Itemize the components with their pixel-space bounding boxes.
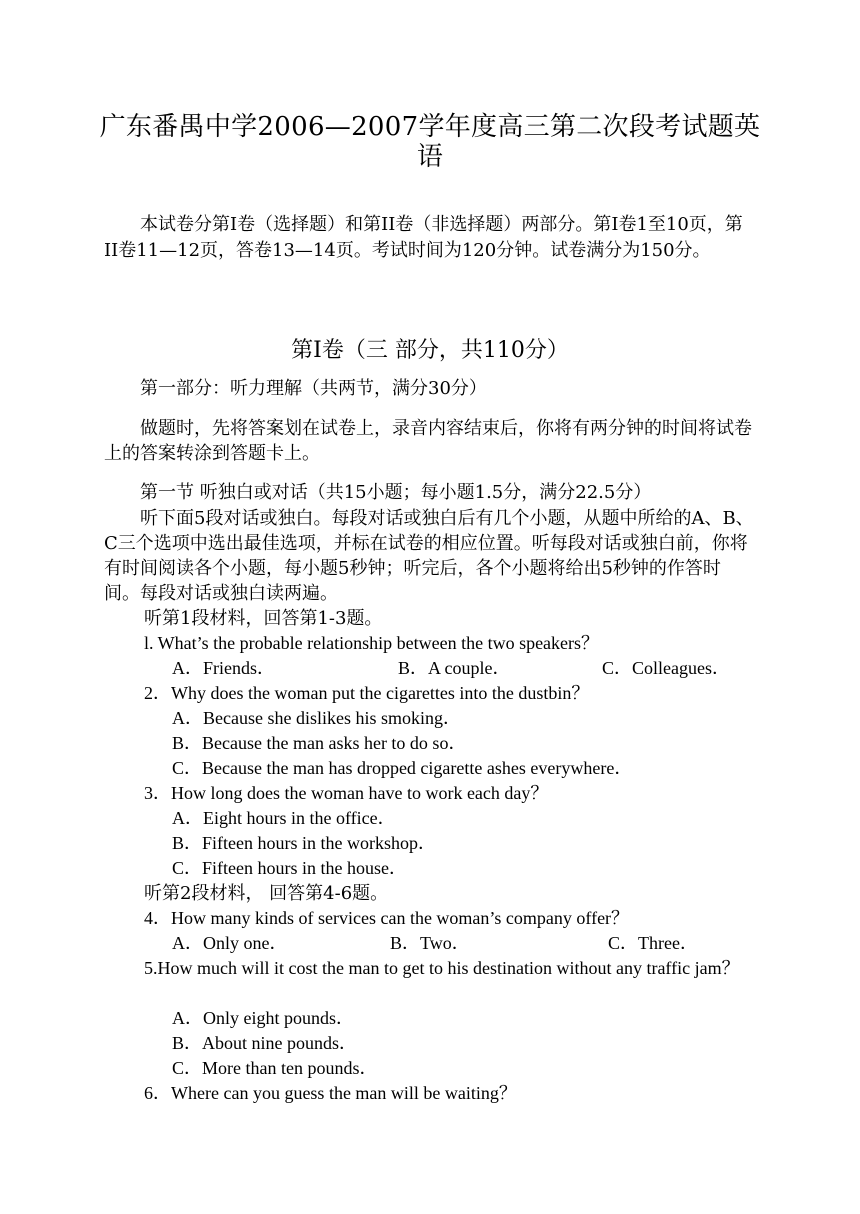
question-4: 4．How many kinds of services can the woman’s company offer？ (144, 908, 630, 928)
question-4-option-a: A．Only one． (172, 933, 288, 953)
question-3-option-b: B．Fifteen hours in the workshop． (172, 833, 436, 853)
question-2-option-b: B．Because the man asks her to do so． (172, 733, 467, 753)
question-5-option-a: A．Only eight pounds． (172, 1008, 354, 1028)
exam-intro: 本试卷分第I卷（选择题）和第II卷（非选择题）两部分。第I卷1至10页，第II卷11—12页，答卷13—14页。考试时间为120分钟。试卷满分为150分。 (104, 214, 743, 261)
question-1-option-c: C．Colleagues． (602, 658, 730, 678)
question-3-option-a: A．Eight hours in the office． (172, 808, 396, 828)
question-2-option-c: C．Because the man has dropped cigarette ashes everywhere． (172, 758, 633, 778)
question-5-option-c: C．More than ten pounds． (172, 1058, 378, 1078)
section1-instruction: 听下面5段对话或独白。每段对话或独白后有几个小题，从题中所给的A、B、C三个选项中选出最佳选项，并标在试卷的相应位置。听每段对话或独白前，你将有时间阅读各个小题，每小题5秒钟；听完后，各个小题将给出5秒钟的作答时间。每段对话或独白读两遍。 (104, 508, 754, 604)
question-6: 6．Where can you guess the man will be waiting？ (144, 1083, 517, 1103)
part1-heading: 第一部分：听力理解（共两节，满分30分） (140, 378, 487, 399)
material-1-label: 听第1段材料，回答第1-3题。 (144, 608, 383, 629)
question-5: 5.How much will it cost the man to get to his destination without any traffic jam？ (144, 958, 740, 978)
part1-instruction: 做题时，先将答案划在试卷上，录音内容结束后，你将有两分钟的时间将试卷上的答案转涂到答题卡上。 (104, 418, 752, 464)
material-2-label: 听第2段材料， 回答第4-6题。 (144, 883, 389, 904)
exam-title: 广东番禺中学2006—2007学年度高三第二次段考试题英语 (99, 112, 761, 172)
question-1: l. What’s the probable relationship between the two speakers？ (144, 633, 600, 653)
question-4-option-b: B．Two． (390, 933, 470, 953)
section-title: 第I卷（三 部分，共110分） (291, 338, 569, 363)
question-2-option-a: A．Because she dislikes his smoking． (172, 708, 461, 728)
question-4-option-c: C．Three． (608, 933, 698, 953)
question-3-option-c: C．Fifteen hours in the house． (172, 858, 407, 878)
question-5-option-b: B．About nine pounds． (172, 1033, 358, 1053)
question-2: 2．Why does the woman put the cigarettes into the dustbin？ (144, 683, 590, 703)
section1-heading: 第一节 听独白或对话（共15小题；每小题1.5分，满分22.5分） (140, 482, 652, 503)
question-1-option-a: A．Friends． (172, 658, 275, 678)
question-1-option-b: B．A couple． (398, 658, 511, 678)
question-3: 3．How long does the woman have to work each day？ (144, 783, 549, 803)
